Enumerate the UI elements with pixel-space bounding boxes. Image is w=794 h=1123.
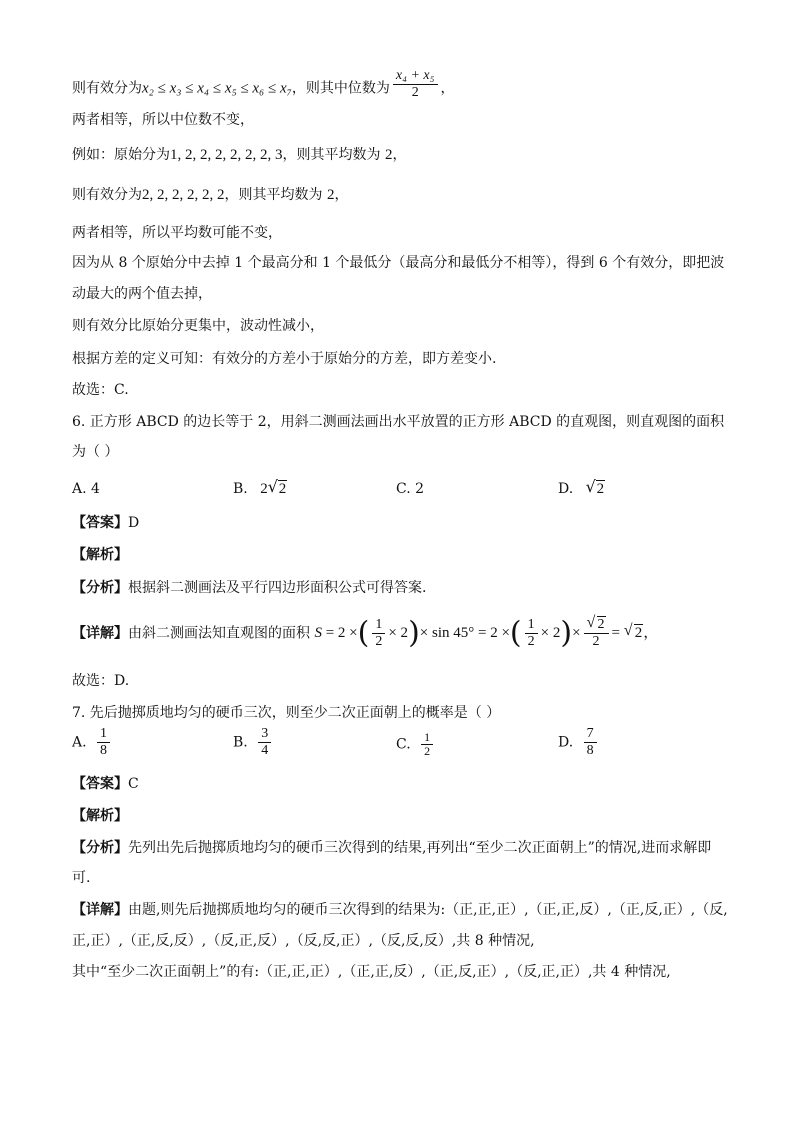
text: ，则其中位数为 — [291, 80, 390, 97]
text: ， — [392, 147, 407, 163]
left-paren: ( — [509, 615, 522, 651]
answer-value: C — [128, 776, 139, 792]
xiangjie-text: 由题,则先后抛掷质地均匀的硬币三次得到的结果为:（正,正,正）,（正,正,反）,（正,反,正）,（反, — [128, 902, 728, 918]
value: 2 — [384, 147, 393, 163]
text: 例如：原始分为 — [72, 147, 170, 163]
denominator: 8 — [586, 743, 594, 758]
denominator: 2 — [424, 744, 431, 758]
radicand: 2 — [596, 481, 605, 497]
option-label: C. — [396, 736, 411, 753]
frac-half: $\frac{1}{2}$ — [525, 617, 538, 650]
q7-option-c — [396, 731, 436, 758]
xiangjie-tag: 【详解】 — [72, 625, 128, 642]
frac-half: $\frac{1}{2}$ — [372, 617, 385, 650]
frac-sqrt2-over-2: √ $\frac{2}{2}$ — [584, 617, 609, 650]
q7-xiangjie-line3: 其中“至少二次正面朝上”的有:（正,正,正）,（正,正,反）,（正,反,正）,（反,正,正）,共 4 种情况, — [72, 964, 671, 980]
area-formula: S = 2 ×( $\frac{1}{2}$ × 2)× sin 45° = 2 ×( $\frac{1}{2}$ × 2)× √ $\frac{2}{2}$ = √ 2， — [314, 625, 658, 641]
text: ， — [440, 80, 455, 97]
sqrt-symbol — [268, 478, 288, 500]
right-paren: ) — [408, 615, 420, 651]
formula-s: S — [314, 625, 322, 641]
option-fraction — [584, 726, 597, 759]
median-fraction — [393, 68, 438, 101]
text: ，则其平均数为 — [282, 147, 381, 163]
q6-option-d — [558, 478, 605, 500]
option-fraction — [258, 726, 271, 759]
q7-option-a — [72, 726, 113, 759]
inequality-chain: x₂ ≤ x₃ ≤ x₄ ≤ x₅ ≤ x₆ ≤ x₇ — [142, 80, 292, 97]
denominator: 8 — [100, 743, 108, 758]
radicand: 2 — [278, 481, 287, 497]
text: ， — [334, 187, 349, 203]
option-label: D. — [558, 481, 574, 497]
xiangjie-text: 由斜二测画法知直观图的面积 — [128, 625, 310, 642]
q7-answer — [72, 774, 139, 794]
coefficient: 2 — [260, 481, 268, 497]
q7-fenxi-line1 — [72, 838, 711, 858]
q7-xiangjie-line2: 正,正）,（正,反,反）,（反,正,反）,（反,反,正）,（反,反,反）,共 8 种情况, — [72, 933, 535, 949]
fenxi-tag: 【分析】 — [72, 840, 128, 856]
option-fraction — [421, 731, 433, 758]
option-label: B. — [233, 481, 248, 497]
q7-fenxi-line2: 可. — [72, 870, 91, 886]
q6-fenxi — [72, 578, 426, 598]
q7-analysis-heading: 【解析】 — [72, 808, 128, 824]
numerator: 1 — [97, 726, 110, 743]
fenxi-text: 先列出先后抛掷质地均匀的硬币三次得到的结果,再列出“至少二次正面朝上”的情况,进而求解即 — [128, 840, 712, 856]
number-sequence: 1, 2, 2, 2, 2, 2, 2, 3 — [170, 147, 283, 163]
value: 2 — [326, 187, 335, 203]
q6-answer — [72, 513, 139, 533]
text: 则有效分为 — [72, 187, 142, 203]
q6-choose: 故选：D. — [72, 673, 130, 689]
numerator: 7 — [584, 726, 597, 743]
text: ，则其平均数为 — [224, 187, 323, 203]
text-line-3 — [72, 145, 406, 165]
xiangjie-tag: 【详解】 — [72, 902, 128, 918]
option-label: A. — [72, 734, 87, 751]
numerator: 3 — [258, 726, 271, 743]
text-line-2: 两者相等，所以中位数不变， — [72, 112, 254, 128]
text-line-9: 根据方差的定义可知：有效分的方差小于原始分的方差，即方差变小. — [72, 351, 497, 367]
sqrt-symbol — [586, 478, 606, 500]
q7-option-b — [233, 726, 274, 759]
answer-tag: 【答案】 — [72, 776, 128, 792]
question-7-stem: 7. 先后抛掷质地均匀的硬币三次，则至少二次正面朝上的概率是（ ） — [72, 705, 501, 721]
text-line-5: 两者相等，所以平均数可能不变， — [72, 225, 282, 241]
question-6-stem-line2: 为（ ） — [72, 444, 119, 460]
option-label: D. — [558, 734, 574, 751]
fenxi-text: 根据斜二测画法及平行四边形面积公式可得答案. — [128, 580, 427, 596]
denominator: 4 — [261, 743, 269, 758]
numerator: x₄ + x₅ — [393, 68, 438, 85]
right-paren: ) — [560, 615, 573, 651]
denominator: 2 — [411, 85, 419, 100]
text-line-10: 故选：C. — [72, 382, 129, 398]
q6-option-a: A. 4 — [72, 481, 100, 497]
q6-option-c: C. 2 — [396, 481, 425, 497]
text-line-7: 动最大的两个值去掉， — [72, 286, 212, 302]
option-fraction — [97, 726, 110, 759]
q6-xiangjie — [72, 615, 658, 652]
text-line-4 — [72, 185, 348, 205]
text: 则有效分为 — [72, 80, 142, 97]
question-6-stem-line1: 6. 正方形 ABCD 的边长等于 2，用斜二测画法画出水平放置的正方形 ABCD 的直观图，则直观图的面积 — [72, 414, 725, 430]
text-line-1 — [72, 68, 455, 105]
option-label: B. — [233, 734, 248, 751]
sqrt-symbol: √ 2 — [624, 615, 644, 651]
q6-option-b — [233, 478, 287, 500]
left-paren: ( — [357, 615, 370, 651]
answer-tag: 【答案】 — [72, 515, 128, 531]
number-sequence: 2, 2, 2, 2, 2, 2 — [142, 187, 225, 203]
fenxi-tag: 【分析】 — [72, 580, 128, 596]
q7-xiangjie-line1 — [72, 900, 728, 920]
q6-analysis-heading: 【解析】 — [72, 547, 128, 563]
q7-option-d — [558, 726, 600, 759]
answer-value: D — [128, 515, 140, 531]
text-line-8: 则有效分比原始分更集中，波动性减小， — [72, 318, 324, 334]
text-line-6: 因为从 8 个原始分中去掉 1 个最高分和 1 个最低分（最高分和最低分不相等），得到 6 个有效分，即把波 — [72, 255, 725, 271]
numerator: 1 — [421, 731, 433, 745]
